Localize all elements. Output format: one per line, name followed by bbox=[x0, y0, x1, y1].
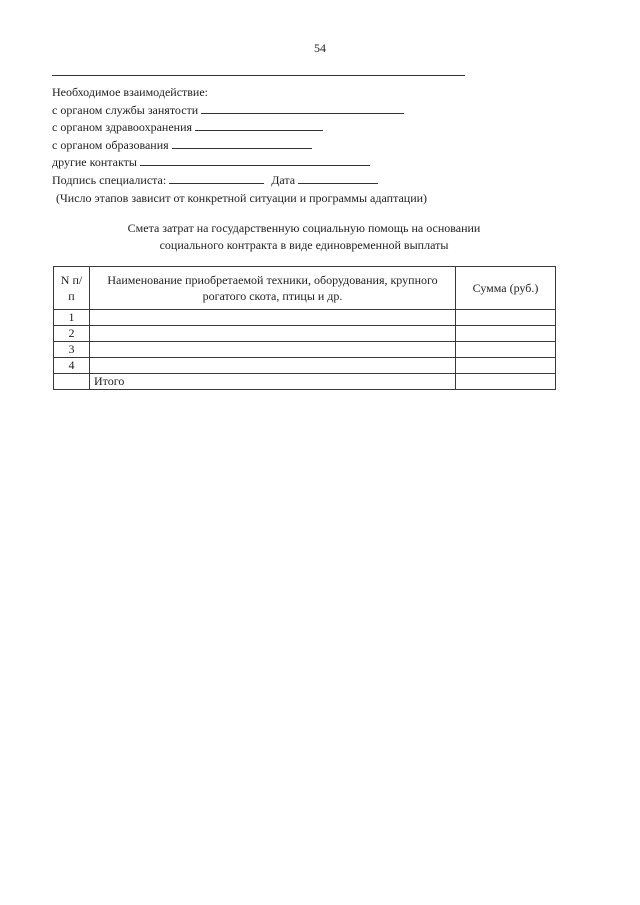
row-name-cell[interactable] bbox=[90, 358, 456, 374]
header-name: Наименование приобретаемой техники, оборудования, крупного рогатого скота, птицы и др. bbox=[90, 267, 456, 310]
other-contacts-label: другие контакты bbox=[52, 155, 137, 170]
row-number-cell bbox=[54, 374, 90, 390]
row-sum-cell[interactable] bbox=[456, 310, 556, 326]
table-row bbox=[54, 342, 556, 358]
interaction-heading: Необходимое взаимодействие: bbox=[52, 85, 209, 99]
estimate-table bbox=[53, 266, 556, 390]
employment-line bbox=[52, 102, 512, 120]
header-sum: Сумма (руб.) bbox=[456, 267, 556, 310]
table-row bbox=[54, 374, 556, 390]
row-name-cell[interactable] bbox=[90, 342, 456, 358]
date-label: Дата bbox=[271, 172, 296, 187]
header-number: N п/п bbox=[54, 267, 90, 310]
table-row bbox=[54, 326, 556, 342]
estimate-header-row bbox=[54, 267, 556, 310]
estimate-title-line-2: социального контракта в виде единовременной выплаты bbox=[159, 238, 449, 252]
row-sum-cell[interactable] bbox=[456, 358, 556, 374]
row-sum-cell[interactable] bbox=[456, 326, 556, 342]
row-number-cell: 4 bbox=[54, 358, 90, 374]
table-row bbox=[54, 358, 556, 374]
page-number: 54 bbox=[314, 41, 326, 55]
education-line bbox=[52, 137, 512, 155]
estimate-title-line-1: Смета затрат на государственную социальную помощь на основании bbox=[127, 221, 481, 235]
employment-label: с органом службы занятости bbox=[52, 102, 199, 117]
row-name-cell[interactable] bbox=[90, 326, 456, 342]
education-field[interactable] bbox=[172, 137, 312, 149]
signature-line bbox=[52, 172, 512, 190]
estimate-body bbox=[54, 310, 556, 390]
row-number-cell: 3 bbox=[54, 342, 90, 358]
estimate-title bbox=[52, 220, 556, 254]
health-label: с органом здравоохранения bbox=[52, 120, 193, 135]
row-name-cell[interactable]: Итого bbox=[90, 374, 456, 390]
employment-field[interactable] bbox=[201, 102, 404, 114]
education-label: с органом образования bbox=[52, 137, 169, 152]
signature-field[interactable] bbox=[169, 172, 264, 184]
signature-label: Подпись специалиста: bbox=[52, 172, 167, 187]
other-contacts-field[interactable] bbox=[140, 154, 370, 166]
row-sum-cell[interactable] bbox=[456, 342, 556, 358]
row-number-cell: 1 bbox=[54, 310, 90, 326]
health-line bbox=[52, 119, 512, 137]
interaction-section bbox=[52, 84, 512, 207]
row-number-cell: 2 bbox=[54, 326, 90, 342]
stages-note: (Число этапов зависит от конкретной ситуации и программы адаптации) bbox=[56, 190, 428, 205]
health-field[interactable] bbox=[195, 119, 323, 131]
date-field[interactable] bbox=[298, 172, 378, 184]
other-contacts-line bbox=[52, 154, 512, 172]
row-name-cell[interactable] bbox=[90, 310, 456, 326]
row-sum-cell[interactable] bbox=[456, 374, 556, 390]
top-divider bbox=[52, 75, 465, 76]
table-row bbox=[54, 310, 556, 326]
